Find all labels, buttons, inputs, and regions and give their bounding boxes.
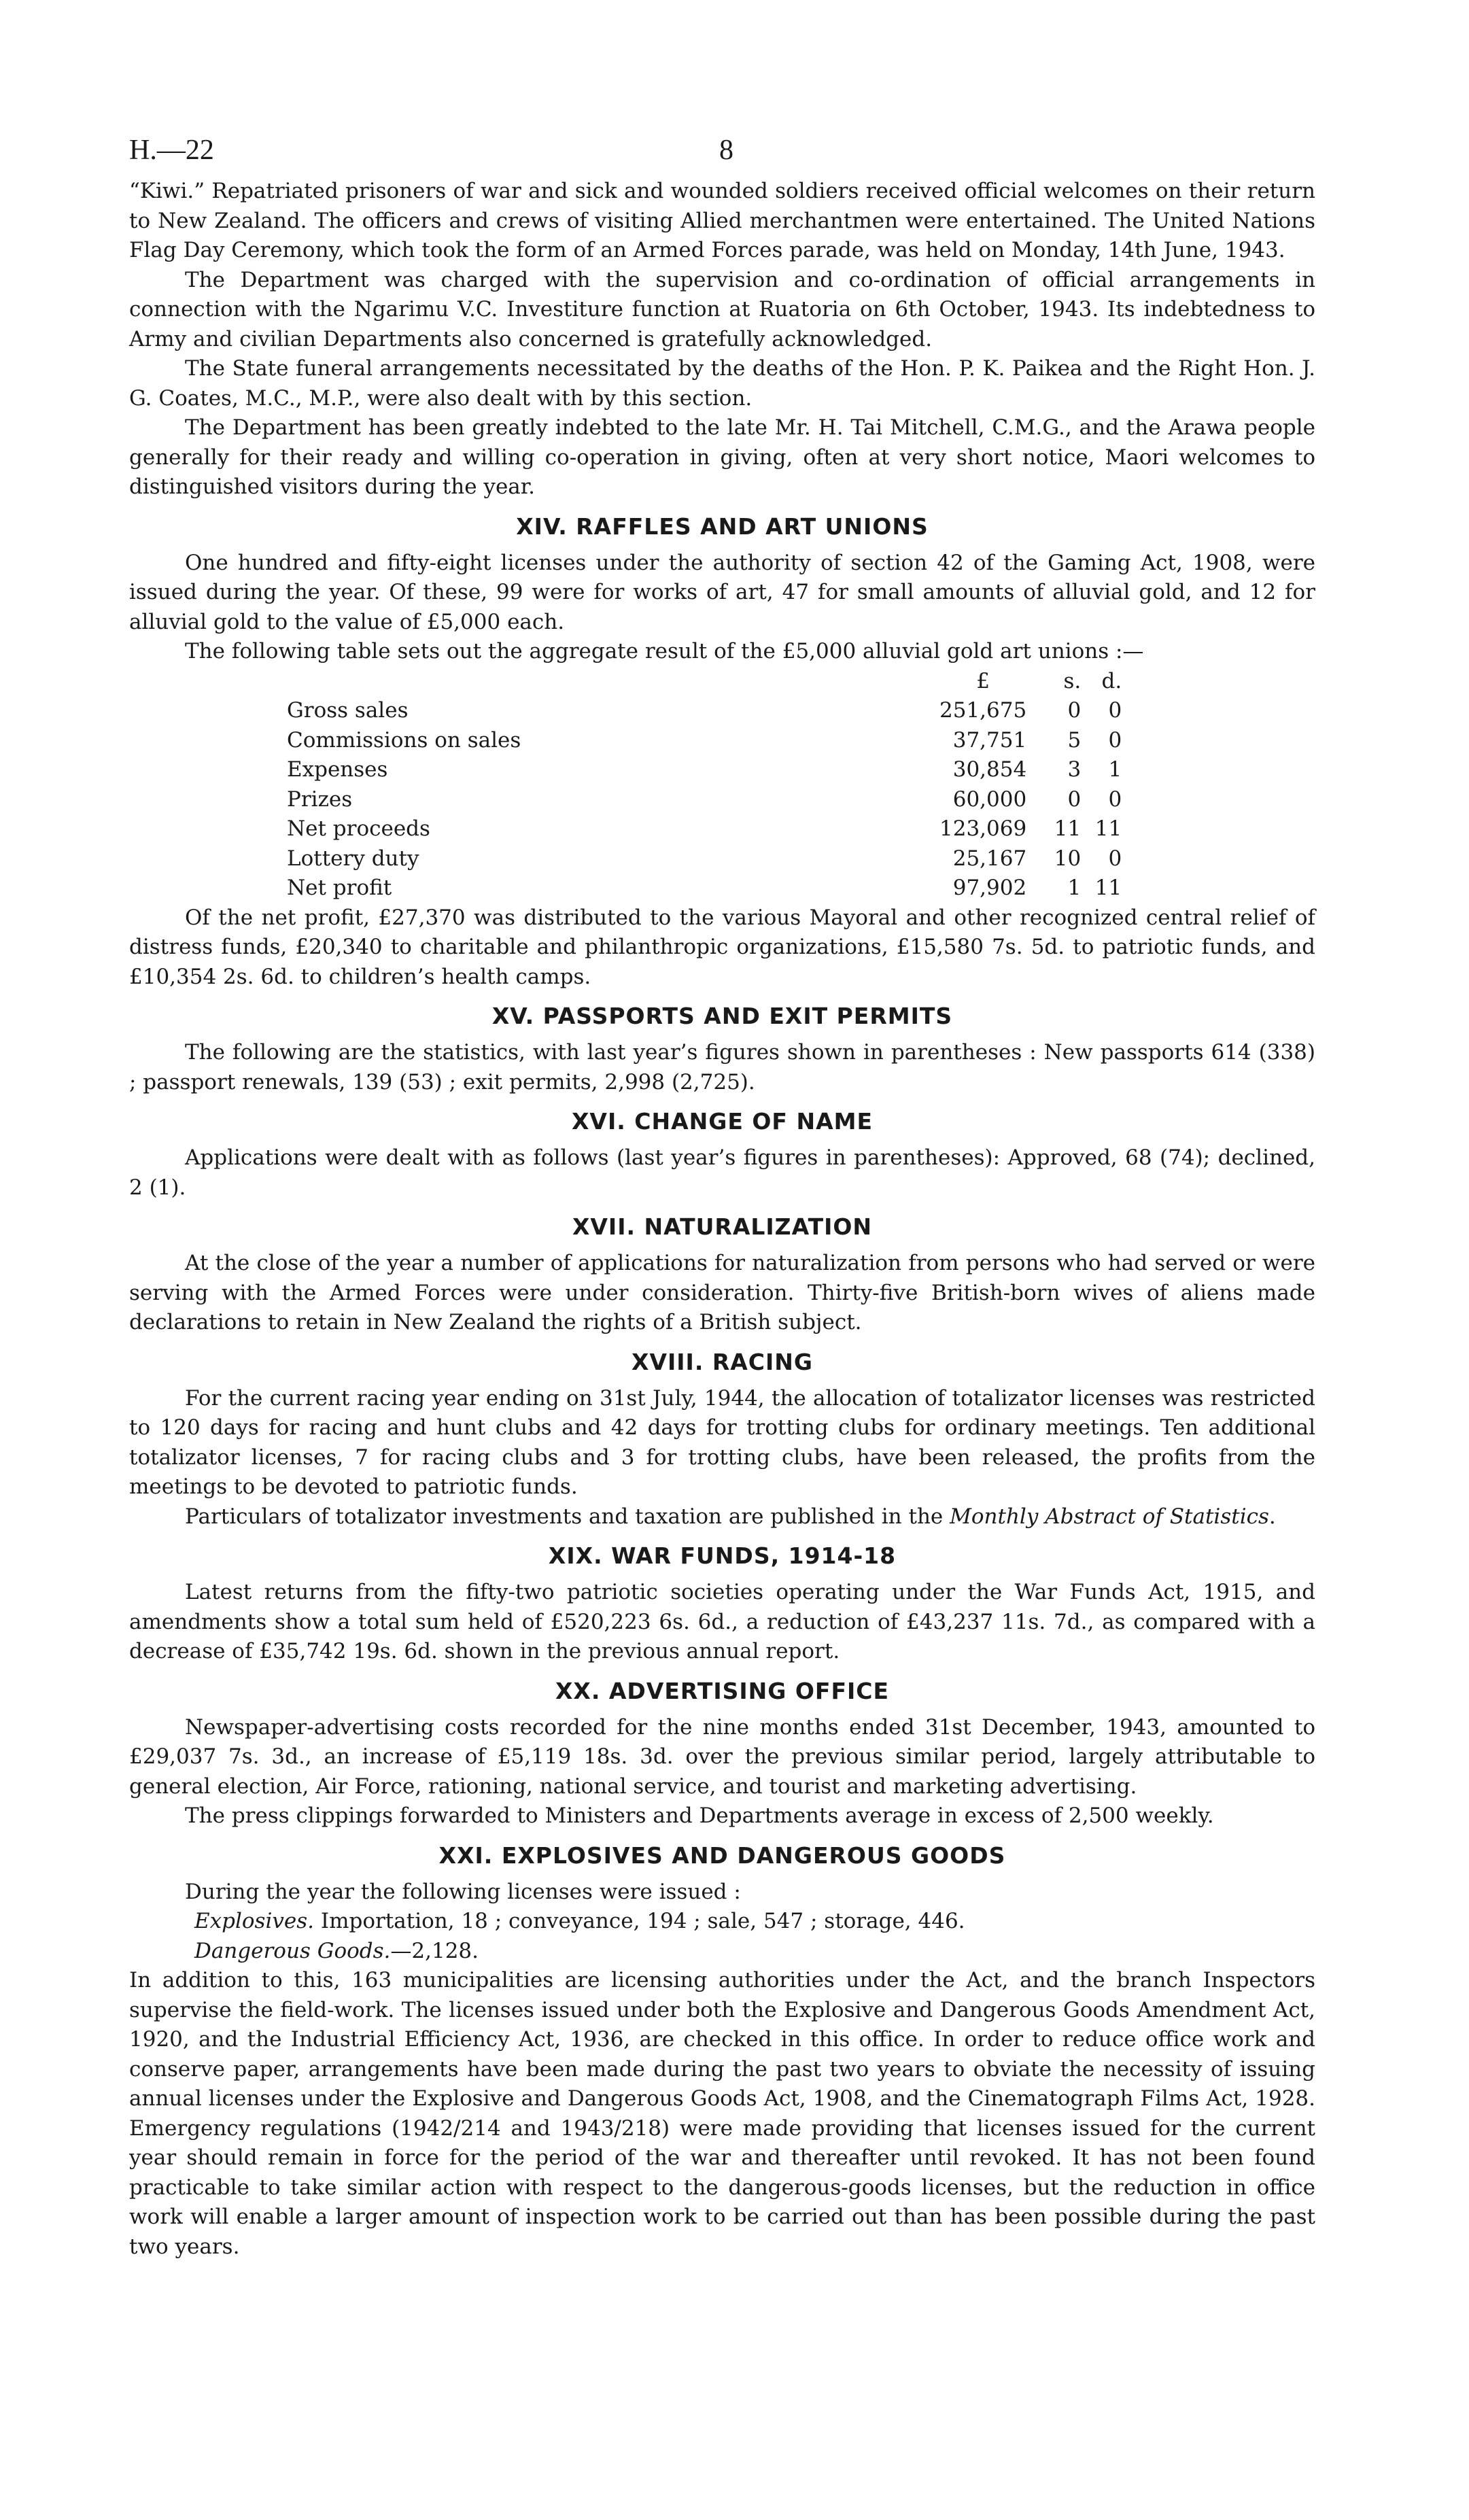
change-of-name-paragraph: Applications were dealt with as follows (last year’s figures in parentheses): Approved, 68 (74); declined, 2 (1). bbox=[129, 1145, 1315, 1200]
row-shillings: 0 bbox=[1067, 787, 1082, 812]
intro-paragraph-3: The State funeral arrangements necessitated by the deaths of the Hon. P. K. Paikea and the Right Hon. J. G. Coates, M.C., M.P., were also dealt with by this section. bbox=[129, 356, 1315, 411]
table-row bbox=[287, 874, 1122, 903]
racing-text-pre: Particulars of totalizator investments and taxation are published in the bbox=[185, 1504, 950, 1529]
row-shillings: 0 bbox=[1067, 698, 1082, 723]
explosives-values: Importation, 18 ; conveyance, 194 ; sale, 547 ; storage, 446. bbox=[313, 1909, 965, 1933]
raffles-paragraph-2: The following table sets out the aggregate result of the £5,000 alluvial gold art unions :— bbox=[185, 639, 1144, 663]
racing-paragraph-2 bbox=[129, 1502, 1315, 1532]
publication-title: Monthly Abstract of Statistics bbox=[950, 1504, 1269, 1529]
explosives-paragraph-2: In addition to this, 163 municipalities are licensing authorities under the Act, and the branch Inspectors supervise the field-work. The licenses issued under both the Explosive and Dangerous Goods Amendment Act, 1920, and the Industrial Efficiency Act, 1936, are checked in this office. In order to reduce office work and conserve paper, arrangements have been made during the past two years to obviate the necessity of issuing annual licenses under the Explosive and Dangerous Goods Act, 1908, and the Cinematograph Films Act, 1928. Emergency regulations (1942/214 and 1943/218) were made providing that licenses issued for the current year should remain in force for the period of the war and thereafter until revoked. It has not been found practicable to take similar action with respect to the dangerous-goods licenses, but the reduction in office work will enable a larger amount of inspection work to be carried out than has been possible during the past two years. bbox=[129, 1968, 1315, 2259]
intro-paragraph-4: The Department has been greatly indebted to the late Mr. H. Tai Mitchell, C.M.G., and the Arawa people generally for their ready and willing co-operation in giving, often at very short notice, Maori welcomes to distinguished visitors during the year. bbox=[129, 415, 1315, 499]
document-page bbox=[129, 136, 1315, 2262]
row-pounds: 30,854 bbox=[952, 757, 1027, 782]
table-row bbox=[287, 696, 1122, 726]
dangerous-goods-value: —2,128. bbox=[390, 1938, 479, 1963]
advertising-paragraph-2: The press clippings forwarded to Ministers and Departments average in excess of 2,500 weekly. bbox=[185, 1803, 1214, 1828]
section-heading-advertising: XX. ADVERTISING OFFICE bbox=[555, 1677, 890, 1704]
naturalization-paragraph: At the close of the year a number of applications for naturalization from persons who had served or were serving with the Armed Forces were under consideration. Thirty-five British-born wives of aliens made declarations to retain in New Zealand the rights of a British subject. bbox=[129, 1251, 1315, 1334]
row-shillings: 1 bbox=[1067, 876, 1082, 900]
row-shillings: 3 bbox=[1067, 757, 1082, 782]
section-heading-naturalization: XVII. NATURALIZATION bbox=[572, 1213, 873, 1240]
column-header-pounds: £ bbox=[976, 668, 990, 693]
explosives-licenses-line bbox=[194, 1907, 1315, 1937]
row-label: Gross sales bbox=[287, 698, 409, 723]
racing-text-post: . bbox=[1268, 1504, 1276, 1529]
section-heading-explosives: XXI. EXPLOSIVES AND DANGEROUS GOODS bbox=[438, 1842, 1006, 1869]
section-heading-racing: XVIII. RACING bbox=[632, 1348, 813, 1375]
row-shillings: 10 bbox=[1054, 846, 1082, 871]
raffles-paragraph-3: Of the net profit, £27,370 was distributed to the various Mayoral and other recognized central relief of distress funds, £20,340 to charitable and philanthropic organizations, £15,580 7s. 5d. to patriotic funds, and £10,354 2s. 6d. to children’s health camps. bbox=[129, 905, 1315, 989]
row-label: Net profit bbox=[287, 876, 392, 900]
table-row bbox=[287, 785, 1122, 815]
page-header bbox=[129, 136, 1315, 177]
war-funds-paragraph: Latest returns from the fifty-two patriotic societies operating under the War Funds Act, 1915, and amendments show a total sum held of £520,223 6s. 6d., a reduction of £43,237 11s. 7d., as compared with a decrease of £35,742 19s. 6d. shown in the previous annual report. bbox=[129, 1580, 1315, 1663]
row-pence: 0 bbox=[1108, 698, 1122, 723]
row-pence: 11 bbox=[1094, 876, 1122, 900]
row-label: Lottery duty bbox=[287, 846, 419, 871]
row-label: Expenses bbox=[287, 757, 388, 782]
advertising-paragraph-1: Newspaper-advertising costs recorded for the nine months ended 31st December, 1943, amounted to £29,037 7s. 3d., an increase of £5,119 18s. 3d. over the previous similar period, largely attributable to general election, Air Force, rationing, national service, and tourist and marketing advertising. bbox=[129, 1714, 1315, 1799]
row-pounds: 37,751 bbox=[952, 727, 1027, 753]
section-heading-raffles: XIV. RAFFLES AND ART UNIONS bbox=[516, 513, 929, 540]
table-row bbox=[287, 814, 1122, 844]
explosives-label: Explosives. bbox=[194, 1909, 314, 1933]
row-pence: 1 bbox=[1108, 757, 1122, 782]
row-pence: 11 bbox=[1094, 816, 1122, 841]
raffles-paragraph-1: One hundred and fifty-eight licenses under the authority of section 42 of the Gaming Act, 1908, were issued during the year. Of these, 99 were for works of art, 47 for small amounts of alluvial gold, and 12 for alluvial gold to the value of £5,000 each. bbox=[129, 550, 1315, 634]
table-header-row bbox=[287, 667, 1122, 697]
table-row bbox=[287, 844, 1122, 874]
row-label: Commissions on sales bbox=[287, 727, 521, 753]
passports-paragraph: The following are the statistics, with last year’s figures shown in parentheses : New passports 614 (338) ; passport renewals, 139 (53) ; exit permits, 2,998 (2,725). bbox=[129, 1040, 1315, 1094]
section-heading-change-of-name: XVI. CHANGE OF NAME bbox=[571, 1108, 874, 1135]
intro-paragraph-1: “Kiwi.” Repatriated prisoners of war and sick and wounded soldiers received official welcomes on their return to New Zealand. The officers and crews of visiting Allied merchantmen were entertained. The United Nations Flag Day Ceremony, which took the form of an Armed Forces parade, was held on Monday, 14th June, 1943. bbox=[129, 179, 1315, 262]
racing-paragraph-1: For the current racing year ending on 31st July, 1944, the allocation of totalizator licenses was restricted to 120 days for racing and hunt clubs and 42 days for trotting clubs for ordinary meetings. Ten additional totalizator licenses, 7 for racing clubs and 3 for trotting clubs, have been released, the profits from the meetings to be devoted to patriotic funds. bbox=[129, 1385, 1315, 1499]
row-pounds: 97,902 bbox=[952, 876, 1027, 900]
row-shillings: 11 bbox=[1054, 816, 1082, 841]
row-label: Net proceeds bbox=[287, 816, 430, 841]
row-pence: 0 bbox=[1108, 727, 1122, 753]
section-heading-passports: XV. PASSPORTS AND EXIT PERMITS bbox=[491, 1003, 953, 1029]
column-header-shillings: s. bbox=[1063, 668, 1082, 693]
row-pounds: 251,675 bbox=[939, 698, 1027, 723]
row-pence: 0 bbox=[1108, 846, 1122, 871]
row-shillings: 5 bbox=[1067, 727, 1082, 753]
row-pounds: 123,069 bbox=[939, 816, 1027, 841]
row-pounds: 60,000 bbox=[952, 787, 1027, 812]
dangerous-goods-label: Dangerous Goods. bbox=[194, 1938, 391, 1963]
page-number: 8 bbox=[719, 135, 733, 166]
explosives-intro: During the year the following licenses were issued : bbox=[185, 1879, 741, 1904]
column-header-pence: d. bbox=[1101, 668, 1122, 693]
section-heading-war-funds: XIX. WAR FUNDS, 1914-18 bbox=[548, 1542, 897, 1569]
row-pounds: 25,167 bbox=[952, 846, 1027, 871]
art-union-table bbox=[287, 667, 1122, 903]
report-reference: H.—22 bbox=[129, 135, 214, 166]
row-label: Prizes bbox=[287, 787, 353, 812]
dangerous-goods-line bbox=[194, 1937, 1315, 1967]
table-row bbox=[287, 755, 1122, 785]
intro-paragraph-2: The Department was charged with the supervision and co-ordination of official arrangements in connection with the Ngarimu V.C. Investiture function at Ruatoria on 6th October, 1943. Its indebtedness to Army and civilian Departments also concerned is gratefully acknowledged. bbox=[129, 267, 1315, 351]
table-row bbox=[287, 726, 1122, 756]
row-pence: 0 bbox=[1108, 787, 1122, 812]
